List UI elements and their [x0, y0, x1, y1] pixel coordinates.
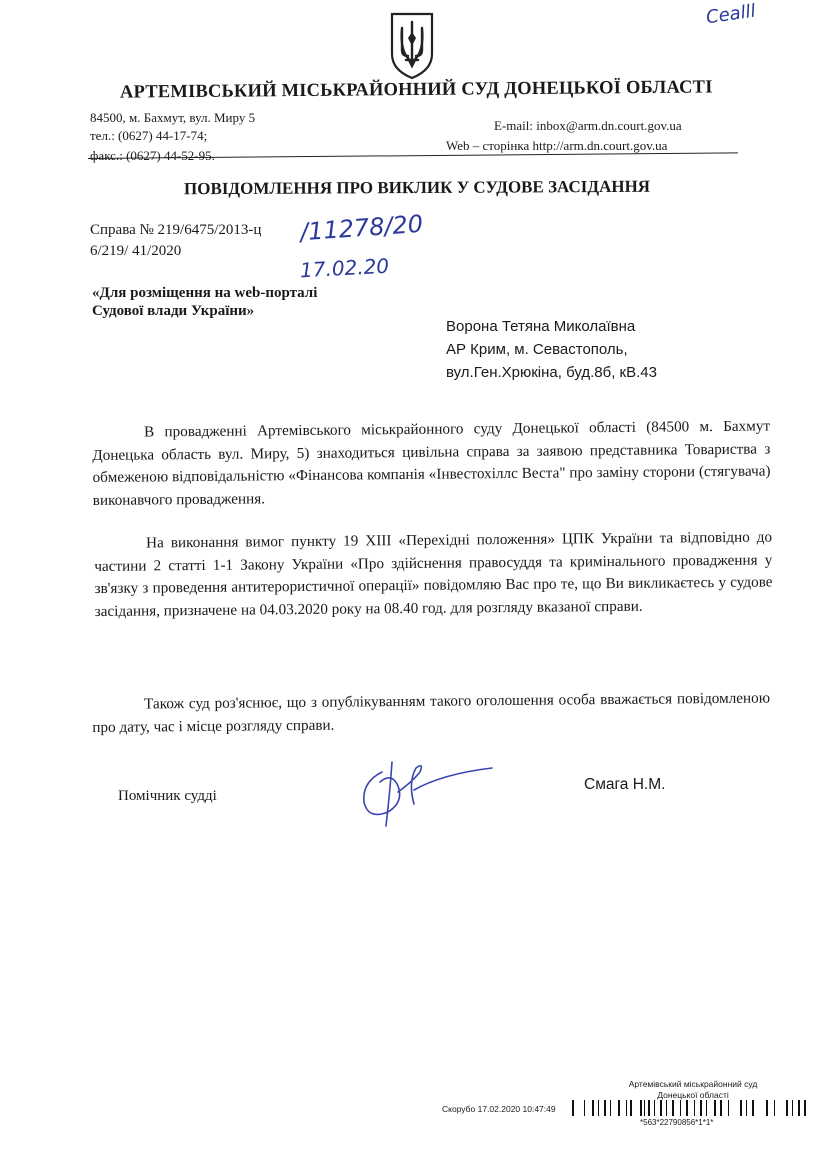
signer-position: Помічник судді [118, 788, 217, 804]
corner-handwritten-mark: Cealll [704, 0, 757, 29]
barcode-number: *563*22790856*1*1* [640, 1118, 714, 1127]
signer-name: Смага Н.М. [584, 776, 666, 793]
coat-of-arms-icon [388, 10, 436, 82]
recipient-street: вул.Ген.Хрюкіна, буд.8б, кВ.43 [446, 364, 657, 381]
proceeding-number: 6/219/ 41/2020 [90, 243, 182, 259]
stamp-court-name: Артемівський міськрайонний суд Донецької області [628, 1079, 758, 1100]
portal-note-line2: Судової влади України» [92, 303, 255, 319]
court-name: АРТЕМІВСЬКИЙ МІСЬКРАЙОННИЙ СУД ДОНЕЦЬКОЇ ОБЛАСТІ [119, 77, 713, 103]
body-paragraph-3: Також суд роз'яснює, що з опублікуванням такого оголошення особа вважається повідомленою про дату, час і місце розгляду справи. [92, 689, 771, 736]
body-paragraph-2: На виконання вимог пункту 19 XIII «Перехідні положення» ЦПК України та відповідно до частини 2 статті 1-1 Закону України «Про здійснення правосуддя та кримінального провадження у зв'язку з проведення антитерористичної операції» повідомляю Вас про те, що Ви викликаєтесь у судове засідання, призначене на 04.03.2020 року на 08.40 год. для розгляду вказаної справи. [94, 528, 773, 620]
court-email: E-mail: inbox@arm.dn.court.gov.ua [494, 118, 682, 133]
barcode-icon [570, 1100, 810, 1116]
case-number: Справа № 219/6475/2013-ц [90, 222, 262, 238]
body-paragraph-1: В провадженні Артемівського міськрайонного суду Донецької області (84500 м. Бахмут Донецька область вул. Миру, 5) знаходиться цивільна справа за заявою представника Товариства з обмеженою відповідальністю «Фінансова компанія «Інвестохіллс Веста" про заміну сторони (стягувача) виконавчого провадження. [92, 417, 771, 509]
document-title: ПОВІДОМЛЕННЯ ПРО ВИКЛИК У СУДОВЕ ЗАСІДАННЯ [183, 176, 651, 199]
handwritten-signature-icon [342, 742, 502, 832]
court-fax: факс.: (0627) 44-52-95. [90, 148, 215, 163]
court-phone: тел.: (0627) 44-17-74; [90, 128, 208, 143]
court-address: 84500, м. Бахмут, вул. Миру 5 [90, 110, 256, 125]
stamp-registration: Скорубо 17.02.2020 10:47:49 [442, 1104, 556, 1114]
recipient-name: Ворона Тетяна Миколаївна [446, 318, 636, 335]
portal-note-line1: «Для розміщення на web-порталі [92, 285, 318, 301]
court-web: Web – сторінка http://arm.dn.court.gov.ua [446, 138, 668, 153]
handwritten-date: 17.02.20 [299, 253, 390, 283]
handwritten-number: /11278/20 [299, 209, 424, 247]
recipient-city: АР Крим, м. Севастополь, [446, 341, 628, 358]
